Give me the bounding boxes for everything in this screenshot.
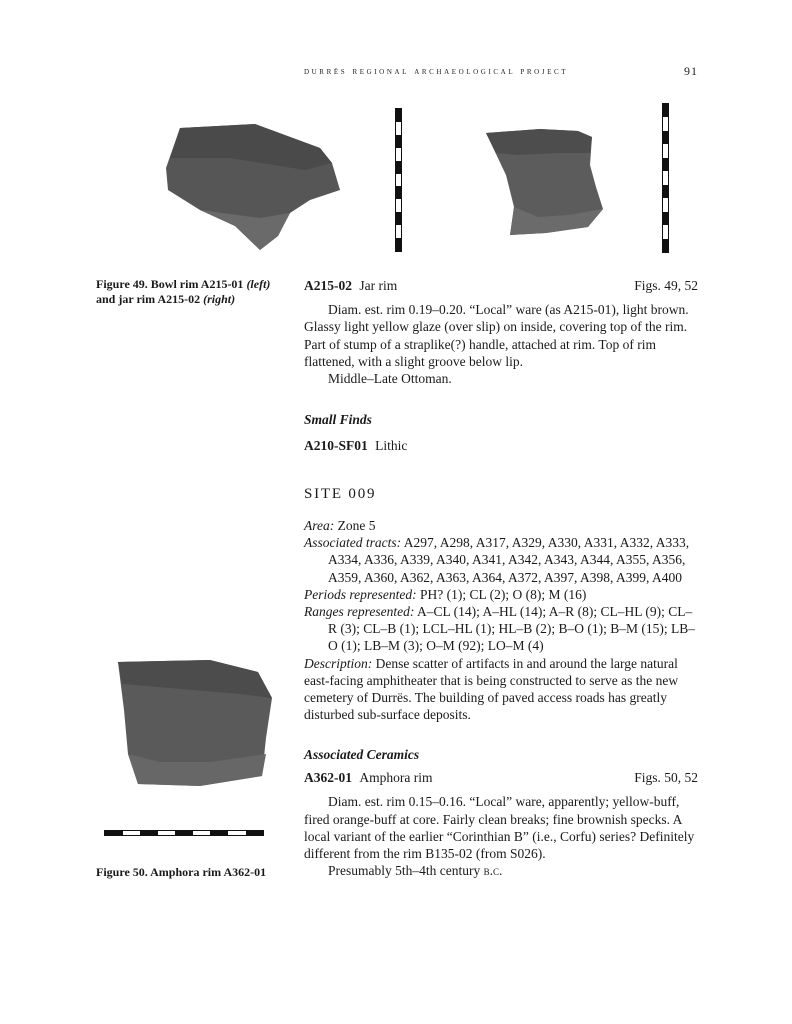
site-metadata: [304, 517, 698, 723]
entry-date: Presumably 5th–4th century b.c.: [328, 863, 503, 879]
entry-id: A215-02: [304, 278, 352, 293]
site-tracts: Associated tracts: A297, A298, A317, A329, A330, A331, A332, A333, A334, A336, A339, A340, A341, A342, A343, A344, A355, A356, A359, A360, A362, A363, A364, A372, A397, A398, A399, A400: [304, 535, 690, 585]
site-periods: Periods represented: PH? (1); CL (2); O (8); M (16): [304, 586, 587, 602]
entry-id: A362-01: [304, 770, 352, 786]
entry-type: Jar rim: [359, 278, 398, 293]
scale-bar-right: [662, 103, 669, 253]
figure-reference: Figs. 50, 52: [634, 770, 698, 786]
small-find-id: A210-SF01: [304, 438, 368, 454]
site-title: SITE 009: [304, 486, 377, 502]
figure-49-caption: Figure 49. Bowl rim A215-01 (left) and jar rim A215-02 (right): [96, 277, 271, 306]
entry-description: Diam. est. rim 0.19–0.20. “Local” ware (as A215-01), light brown. Glassy light yellow glaze (over slip) on inside, covering top of the rim. Part of stump of a straplike(?) handle, attached at rim. Top of rim flattened, with a slight groove below lip.: [304, 302, 689, 369]
entry-date: Middle–Late Ottoman.: [328, 371, 452, 387]
site-ranges: Ranges represented: A–CL (14); A–HL (14); A–R (8); CL–HL (9); CL–R (3); CL–B (1); LCL–HL (1); HL–B (2); B–O (1); B–M (15); LB–O (1); LB–M (3); O–M (92); LO–M (4): [304, 604, 695, 654]
amphora-rim-photo: [110, 658, 280, 790]
running-title: durrës regional archaeological project: [304, 66, 569, 77]
section-heading: Associated Ceramics: [304, 747, 420, 762]
entry-a215-02: [304, 277, 698, 387]
small-find-type: Lithic: [375, 438, 408, 454]
site-description: Description: Dense scatter of artifacts in and around the large natural east-facing amphitheater that is being constructed to serve as the new cemetery of Durrës. The building of paved access roads has greatly disturbed sub-surface deposits.: [304, 655, 679, 723]
figure-50-caption: Figure 50. Amphora rim A362-01: [96, 865, 267, 879]
scale-bar-left: [395, 108, 402, 252]
figure-reference: Figs. 49, 52: [634, 278, 698, 293]
small-finds-section: [304, 411, 698, 454]
jar-rim-photo: [478, 125, 610, 237]
entry-description: Diam. est. rim 0.15–0.16. “Local” ware, apparently; yellow-buff, fired orange-buff at core. Fairly clean breaks; fine brownish specks. A local variant of the earlier “Corinthian B” (i.e., Corfu) series? Definitely different from the rim B135-02 (from S026).: [304, 794, 695, 862]
scale-bar-horizontal: [104, 830, 264, 836]
associated-ceramics-section: [304, 746, 698, 879]
page-number: 91: [684, 64, 698, 78]
entry-type: Amphora rim: [359, 770, 433, 786]
site-area: Area: Zone 5: [304, 518, 376, 533]
bowl-rim-photo: [160, 118, 350, 258]
section-heading: Small Finds: [304, 412, 372, 427]
